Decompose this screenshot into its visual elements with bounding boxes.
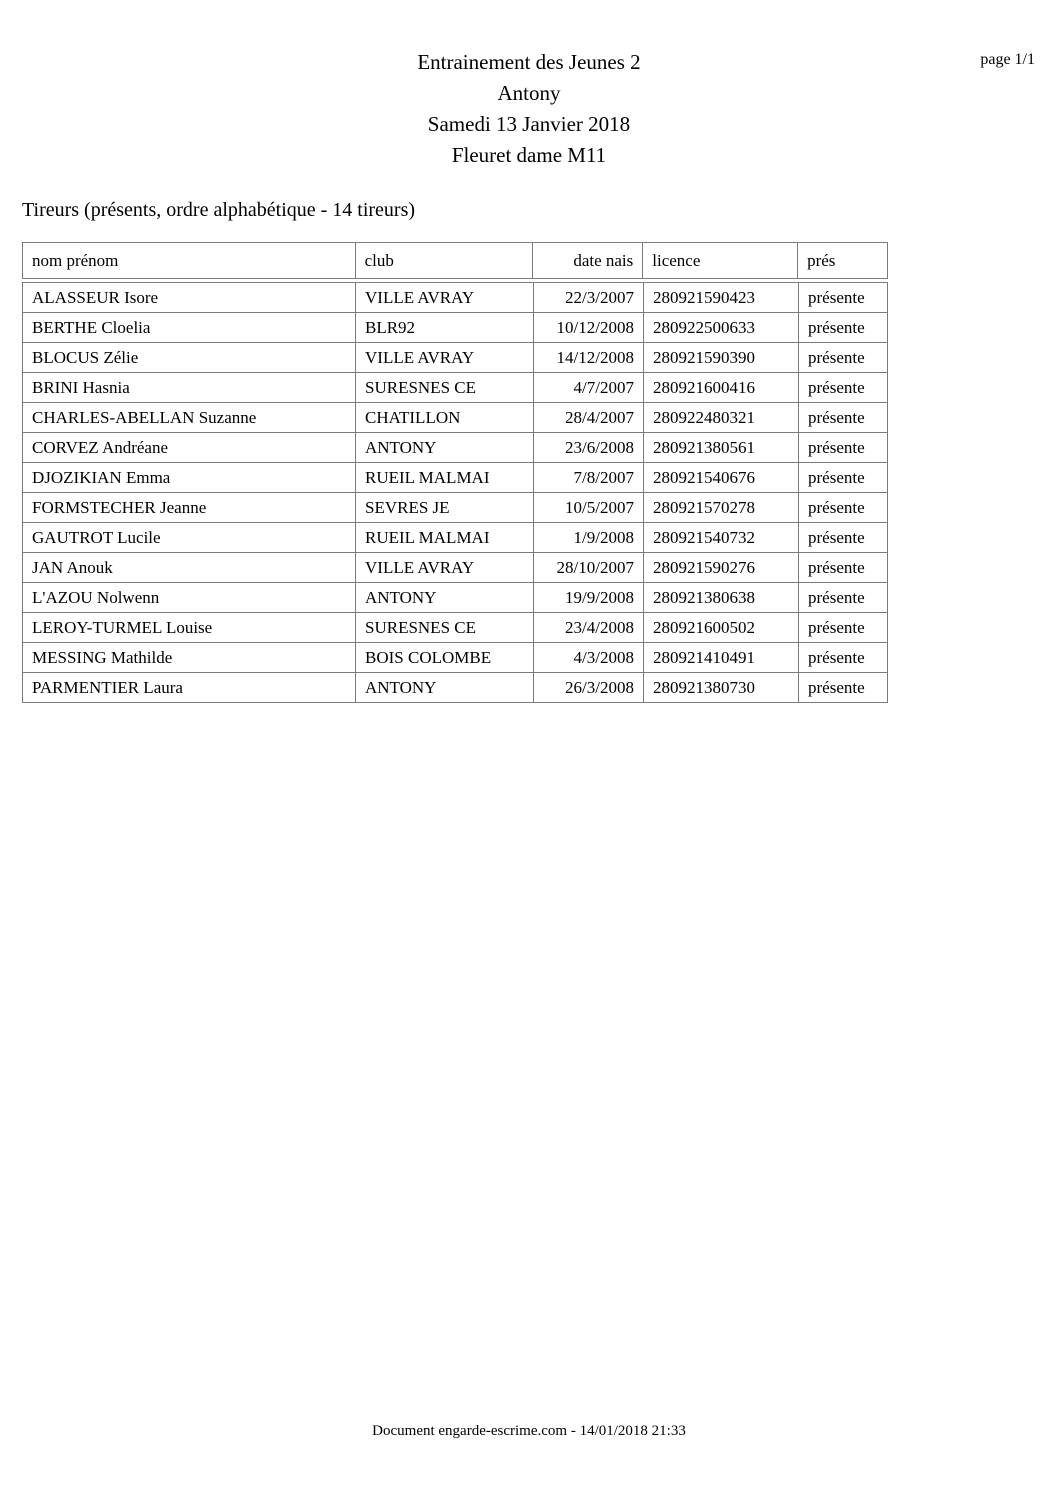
event-location: Antony: [497, 81, 561, 105]
cell-licence: 280921380561: [644, 433, 799, 463]
cell-name: JAN Anouk: [23, 553, 356, 583]
cell-date-nais: 19/9/2008: [534, 583, 644, 613]
cell-pres: présente: [799, 313, 888, 343]
cell-name: GAUTROT Lucile: [23, 523, 356, 553]
cell-club: VILLE AVRAY: [356, 283, 534, 313]
cell-licence: 280921590390: [644, 343, 799, 373]
cell-pres: présente: [799, 553, 888, 583]
cell-date-nais: 28/4/2007: [534, 403, 644, 433]
cell-licence: 280922500633: [644, 313, 799, 343]
cell-licence: 280921540676: [644, 463, 799, 493]
cell-club: SEVRES JE: [356, 493, 534, 523]
section-title: Tireurs (présents, ordre alphabétique - 14 tireurs): [22, 199, 416, 221]
cell-name: DJOZIKIAN Emma: [23, 463, 356, 493]
table-row: [23, 403, 888, 433]
cell-club: ANTONY: [356, 673, 534, 703]
cell-pres: présente: [799, 343, 888, 373]
table-row: [23, 343, 888, 373]
cell-licence: 280921540732: [644, 523, 799, 553]
cell-club: RUEIL MALMAI: [356, 523, 534, 553]
cell-name: PARMENTIER Laura: [23, 673, 356, 703]
cell-date-nais: 7/8/2007: [534, 463, 644, 493]
cell-name: LEROY-TURMEL Louise: [23, 613, 356, 643]
cell-pres: présente: [799, 583, 888, 613]
table-row: [23, 433, 888, 463]
cell-club: BLR92: [356, 313, 534, 343]
fencers-table: [22, 242, 888, 703]
table-row: [23, 493, 888, 523]
cell-pres: présente: [799, 403, 888, 433]
cell-name: BLOCUS Zélie: [23, 343, 356, 373]
cell-licence: 280922480321: [644, 403, 799, 433]
cell-date-nais: 26/3/2008: [534, 673, 644, 703]
table-row: [23, 583, 888, 613]
table-row: [23, 643, 888, 673]
cell-pres: présente: [799, 433, 888, 463]
cell-date-nais: 23/6/2008: [534, 433, 644, 463]
cell-pres: présente: [799, 643, 888, 673]
page-number: page 1/1: [980, 51, 1035, 68]
cell-date-nais: 22/3/2007: [534, 283, 644, 313]
cell-date-nais: 1/9/2008: [534, 523, 644, 553]
table-row: [23, 553, 888, 583]
cell-club: SURESNES CE: [356, 613, 534, 643]
cell-name: CORVEZ Andréane: [23, 433, 356, 463]
cell-name: ALASSEUR Isore: [23, 283, 356, 313]
cell-pres: présente: [799, 283, 888, 313]
document-header: [0, 47, 1058, 171]
table-row: [23, 613, 888, 643]
cell-club: ANTONY: [356, 433, 534, 463]
cell-date-nais: 14/12/2008: [534, 343, 644, 373]
table-row: [23, 523, 888, 553]
cell-club: ANTONY: [356, 583, 534, 613]
cell-club: VILLE AVRAY: [356, 343, 534, 373]
cell-club: RUEIL MALMAI: [356, 463, 534, 493]
cell-licence: 280921590276: [644, 553, 799, 583]
cell-licence: 280921570278: [644, 493, 799, 523]
cell-licence: 280921410491: [644, 643, 799, 673]
cell-name: L'AZOU Nolwenn: [23, 583, 356, 613]
column-header-pres: prés: [807, 250, 836, 270]
cell-licence: 280921590423: [644, 283, 799, 313]
column-header-name: nom prénom: [23, 243, 356, 278]
cell-date-nais: 10/5/2007: [534, 493, 644, 523]
cell-licence: 280921380638: [644, 583, 799, 613]
cell-club: SURESNES CE: [356, 373, 534, 403]
cell-pres: présente: [799, 463, 888, 493]
cell-name: BRINI Hasnia: [23, 373, 356, 403]
cell-date-nais: 10/12/2008: [534, 313, 644, 343]
cell-date-nais: 4/3/2008: [534, 643, 644, 673]
table-row: [23, 313, 888, 343]
document-title: Entrainement des Jeunes 2: [417, 50, 641, 74]
event-category: Fleuret dame M11: [451, 143, 607, 167]
cell-pres: présente: [799, 493, 888, 523]
table-row: [23, 373, 888, 403]
table-row: [23, 463, 888, 493]
event-date: Samedi 13 Janvier 2018: [427, 112, 631, 136]
table-body: [23, 283, 888, 703]
cell-name: BERTHE Cloelia: [23, 313, 356, 343]
cell-pres: présente: [799, 673, 888, 703]
cell-name: MESSING Mathilde: [23, 643, 356, 673]
column-header-date-nais: date nais: [533, 243, 643, 278]
cell-licence: 280921380730: [644, 673, 799, 703]
cell-club: VILLE AVRAY: [356, 553, 534, 583]
document-footer: Document engarde-escrime.com - 14/01/2018 21:33: [372, 1423, 686, 1439]
cell-club: BOIS COLOMBE: [356, 643, 534, 673]
cell-licence: 280921600502: [644, 613, 799, 643]
cell-pres: présente: [799, 373, 888, 403]
column-header-club: club: [356, 243, 534, 278]
cell-name: FORMSTECHER Jeanne: [23, 493, 356, 523]
cell-club: CHATILLON: [356, 403, 534, 433]
cell-pres: présente: [799, 613, 888, 643]
cell-pres: présente: [799, 523, 888, 553]
cell-licence: 280921600416: [644, 373, 799, 403]
table-row: [23, 283, 888, 313]
cell-date-nais: 28/10/2007: [534, 553, 644, 583]
cell-name: CHARLES-ABELLAN Suzanne: [23, 403, 356, 433]
cell-date-nais: 4/7/2007: [534, 373, 644, 403]
cell-date-nais: 23/4/2008: [534, 613, 644, 643]
table-row: [23, 673, 888, 703]
column-header-licence: licence: [643, 243, 798, 278]
table-header-row: [22, 242, 888, 279]
